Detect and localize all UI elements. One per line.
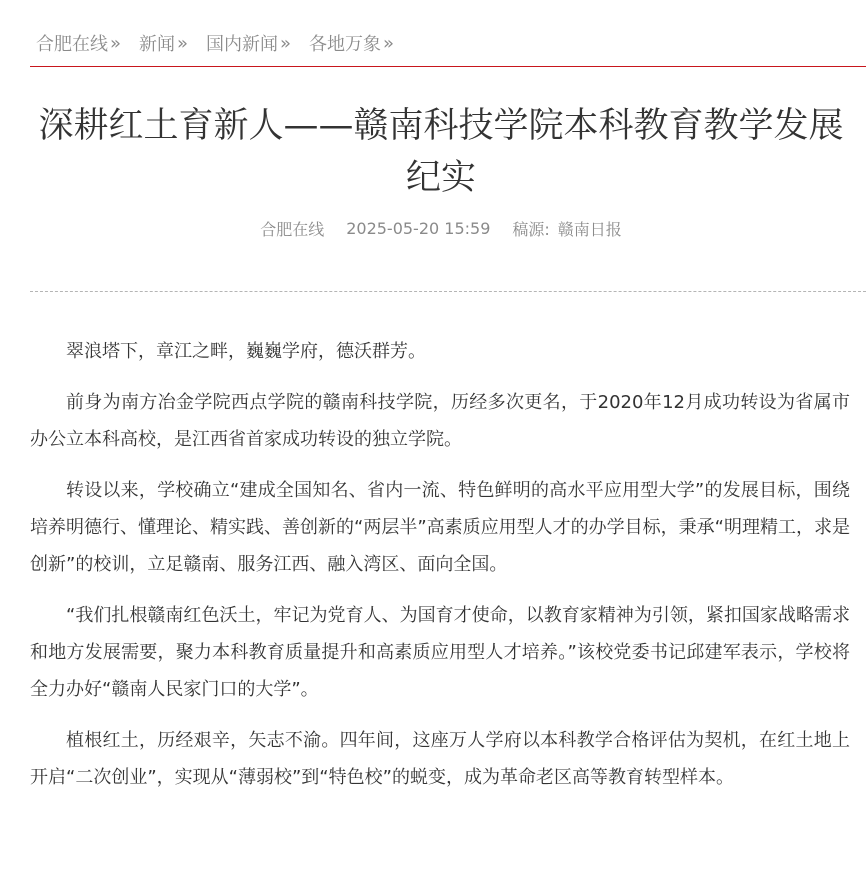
breadcrumb-separator: »	[383, 32, 395, 54]
meta-source: 赣南日报	[557, 219, 622, 239]
breadcrumb	[36, 28, 394, 58]
header-divider	[30, 66, 866, 67]
article-title: 深耕红土育新人——赣南科技学院本科教育教学发展纪实	[38, 106, 844, 198]
article-paragraph: “我们扎根赣南红色沃土，牢记为党育人、为国育才使命，以教育家精神为引领，紧扣国家战略需求和地方发展需要，聚力本科教育质量提升和高素质应用型人才培养。”该校党委书记邱建军表示，学校将全力办好“赣南人民家门口的大学”。	[30, 605, 850, 700]
article-paragraph: 植根红土，历经艰辛，矢志不渝。四年间，这座万人学府以本科教学合格评估为契机，在红土地上开启“二次创业”，实现从“薄弱校”到“特色校”的蜕变，成为革命老区高等教育转型样本。	[30, 730, 850, 788]
breadcrumb-separator: »	[177, 32, 189, 54]
article-meta	[30, 214, 852, 242]
meta-datetime: 2025-05-20 15:59	[346, 218, 491, 238]
article-paragraph: 前身为南方冶金学院西点学院的赣南科技学院，历经多次更名，于2020年12月成功转设为省属市办公立本科高校，是江西省首家成功转设的独立学院。	[30, 392, 850, 450]
article-paragraph: 翠浪塔下，章江之畔，巍巍学府，德沃群芳。	[66, 341, 426, 362]
meta-site: 合肥在线	[260, 219, 325, 239]
breadcrumb-separator: »	[110, 32, 122, 54]
meta-source-label: 稿源:	[512, 219, 550, 239]
breadcrumb-link-news[interactable]: 新闻	[139, 34, 176, 55]
breadcrumb-separator: »	[280, 32, 292, 54]
breadcrumb-link-home[interactable]: 合肥在线	[36, 34, 108, 55]
article-paragraph: 转设以来，学校确立“建成全国知名、省内一流、特色鲜明的高水平应用型大学”的发展目标，围绕培养明德行、懂理论、精实践、善创新的“两层半”高素质应用型人才的办学目标，秉承“明理精工，求是创新”的校训，立足赣南、服务江西、融入湾区、面向全国。	[30, 480, 850, 575]
breadcrumb-link-domestic-news[interactable]: 国内新闻	[206, 34, 279, 55]
article-body	[30, 333, 850, 810]
breadcrumb-link-regional[interactable]: 各地万象	[309, 34, 382, 55]
meta-divider	[30, 291, 866, 292]
